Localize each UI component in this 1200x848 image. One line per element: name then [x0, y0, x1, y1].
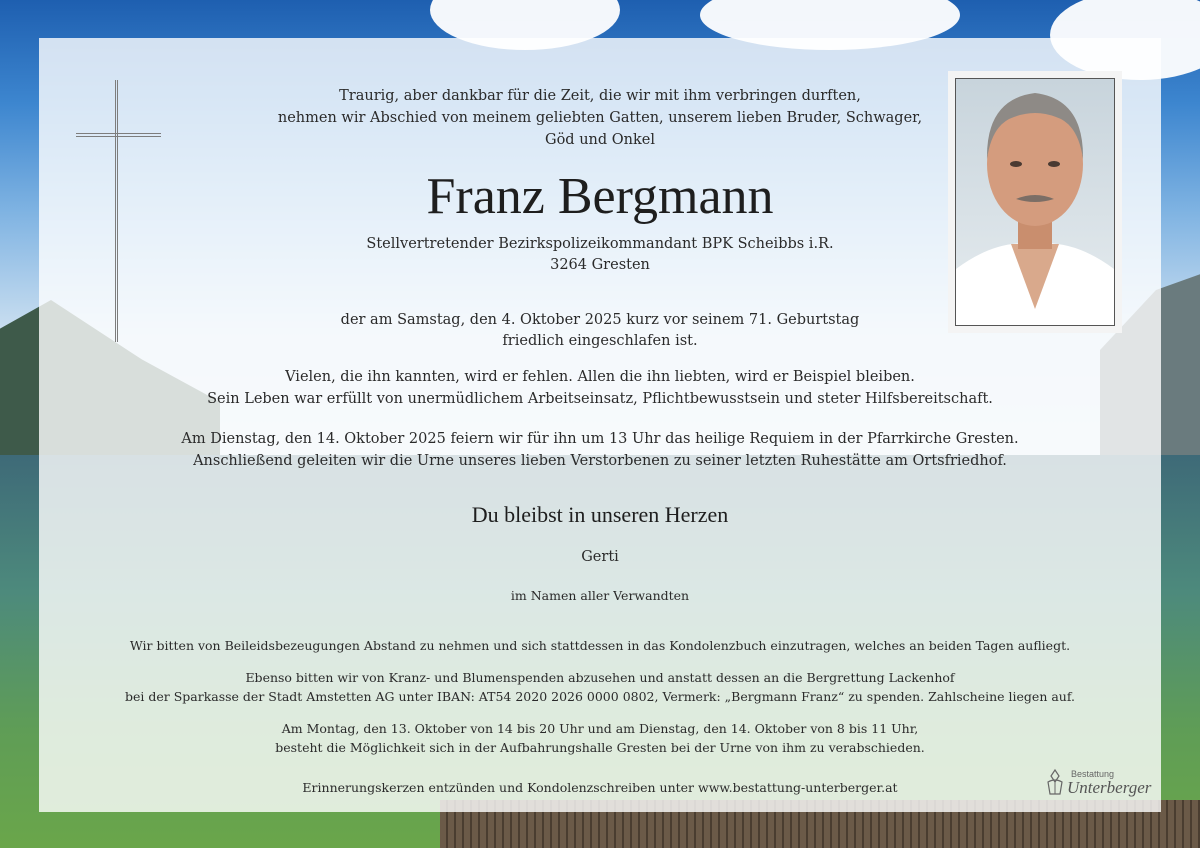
- logo-main-text: Unterberger: [1067, 778, 1152, 797]
- logo-small-text: Bestattung: [1071, 769, 1115, 779]
- condolence-note: Wir bitten von Beileidsbezeugungen Abstand zu nehmen und sich stattdessen in das Kondolenzbuch einzutragen, welches an beiden Tagen aufliegt.: [129, 638, 1071, 653]
- portrait-illustration: [956, 79, 1114, 325]
- funeral-home-logo: [1045, 768, 1152, 798]
- motto: Du bleibst in unseren Herzen: [471, 502, 729, 527]
- signature: Gerti: [581, 549, 619, 565]
- signature-note: im Namen aller Verwandten: [510, 588, 690, 603]
- intro-line: Göd und Onkel: [544, 132, 655, 148]
- portrait-photo: [948, 71, 1122, 333]
- intro-line: Traurig, aber dankbar für die Zeit, die wir mit ihm verbringen durften,: [339, 88, 861, 104]
- service-line: Am Dienstag, den 14. Oktober 2025 feiern wir für ihn um 13 Uhr das heilige Requiem in der Pfarrkirche Gresten.: [181, 431, 1019, 447]
- portrait-image: [955, 78, 1115, 326]
- deceased-name: Franz Bergmann: [426, 168, 774, 225]
- intro-line: nehmen wir Abschied von meinem geliebten Gatten, unserem lieben Bruder, Schwager,: [277, 110, 923, 126]
- deceased-title: Stellvertretender Bezirkspolizeikommandant BPK Scheibbs i.R.: [366, 236, 834, 252]
- death-notice-line: der am Samstag, den 4. Oktober 2025 kurz vor seinem 71. Geburtstag: [340, 312, 860, 328]
- deceased-place: 3264 Gresten: [550, 257, 650, 273]
- footer-note: Erinnerungskerzen entzünden und Kondolenzschreiben unter www.bestattung-unterberger.at: [302, 780, 898, 795]
- service-line: Anschließend geleiten wir die Urne unseres lieben Verstorbenen zu seiner letzten Ruhestätte am Ortsfriedhof.: [193, 453, 1007, 469]
- donation-note-line: Ebenso bitten wir von Kranz- und Blumenspenden abzusehen und anstatt dessen an die Bergrettung Lackenhof: [245, 670, 955, 685]
- logo-emblem-icon: [1045, 768, 1065, 796]
- tribute-line: Sein Leben war erfüllt von unermüdlichem Arbeitseinsatz, Pflichtbewusstsein und steter Hilfsbereitschaft.: [207, 391, 993, 407]
- viewing-note-line: Am Montag, den 13. Oktober von 14 bis 20 Uhr und am Dienstag, den 14. Oktober von 8 bis 11 Uhr,: [281, 721, 919, 736]
- death-notice-line: friedlich eingeschlafen ist.: [502, 333, 698, 349]
- viewing-note-line: besteht die Möglichkeit sich in der Aufbahrungshalle Gresten bei der Urne von ihm zu verabschieden.: [275, 740, 925, 755]
- donation-note-line: bei der Sparkasse der Stadt Amstetten AG unter IBAN: AT54 2020 2026 0000 0802, Vermerk: „Bergmann Franz“ zu spenden. Zahlscheine liegen auf.: [124, 689, 1076, 704]
- cross-icon: [115, 80, 118, 342]
- cross-icon-bar: [76, 133, 161, 137]
- tribute-line: Vielen, die ihn kannten, wird er fehlen. Allen die ihn liebten, wird er Beispiel bleiben.: [285, 369, 915, 385]
